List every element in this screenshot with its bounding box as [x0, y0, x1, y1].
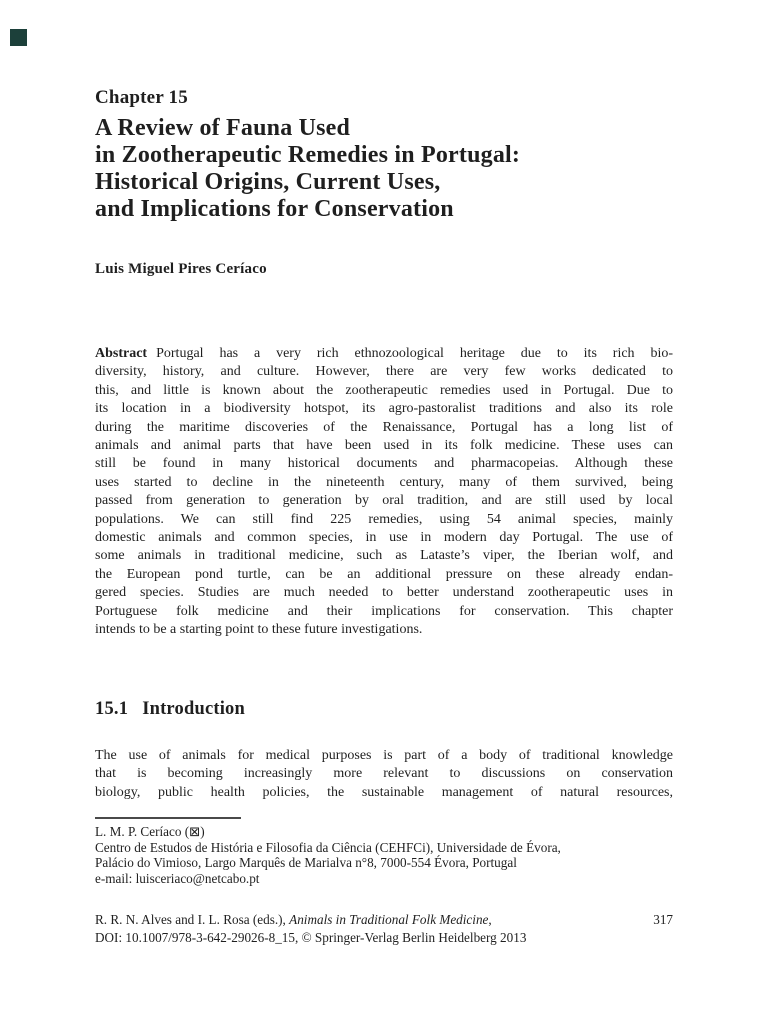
intro-line: The use of animals for medical purposes is part of a body of traditional knowledge	[95, 748, 673, 763]
intro-line: that is becoming increasingly more relevant to discussions on conservation	[95, 766, 673, 782]
section-heading	[95, 699, 673, 720]
title-line: A Review of Fauna Used	[95, 115, 351, 141]
abstract-line: populations. We can still find 225 remedies, using 54 animal species, mainly	[95, 511, 673, 527]
abstract-line: passed from generation to generation by oral tradition, and are still used by local	[95, 493, 673, 509]
footnote	[95, 824, 673, 887]
footnote-divider	[95, 817, 241, 819]
page-number: 317	[653, 912, 673, 927]
envelope-icon: ⊠	[189, 824, 201, 839]
abstract-line: domestic animals and common species, in use in modern day Portugal. The use of	[95, 530, 673, 546]
section-number: 15.1	[95, 699, 129, 719]
intro-paragraph	[95, 747, 673, 802]
abstract-label: Abstract	[95, 346, 148, 361]
abstract-line: Abstract Portugal has a very rich ethnozoological heritage due to its rich bio-	[95, 346, 673, 361]
title-line: in Zootherapeutic Remedies in Portugal:	[95, 142, 521, 168]
abstract-line: Portuguese folk medicine and their implications for conservation. This chapter	[95, 603, 673, 619]
citation-title: Animals in Traditional Folk Medicine	[289, 912, 489, 927]
author-name: Luis Miguel Pires Ceríaco	[95, 261, 267, 277]
page-footer	[95, 911, 673, 946]
title-line: and Implications for Conservation	[95, 196, 454, 222]
abstract-line: intends to be a starting point to these future investigations.	[95, 622, 423, 638]
affiliation-line: Centro de Estudos de História e Filosofia da Ciência (CEHFCi), Universidade de Évora,	[95, 839, 561, 855]
abstract-line: the European pond turtle, can be an additional pressure on these already endan-	[95, 566, 673, 582]
abstract-line: during the maritime discoveries of the Renaissance, Portugal has a long list of	[95, 419, 673, 435]
abstract-line: diversity, history, and culture. However, there are very few works dedicated to	[95, 364, 673, 380]
affiliation-line: Palácio do Vimioso, Largo Marquês de Marialva n°8, 7000-554 Évora, Portugal	[95, 855, 517, 871]
chapter-label: Chapter 15	[95, 87, 188, 108]
email-line: e-mail: luisceriaco@netcabo.pt	[95, 871, 260, 887]
abstract-line: this, and little is known about the zootherapeutic remedies used in Portugal. Due to	[95, 382, 673, 398]
abstract-line: some animals in traditional medicine, such as Lataste’s viper, the Iberian wolf, and	[95, 548, 673, 564]
chapter-title	[95, 115, 673, 223]
abstract-paragraph	[95, 345, 673, 640]
abstract-line: its location in a biodiversity hotspot, its agro-pastoralist traditions and also its role	[95, 401, 673, 417]
section-title: Introduction	[142, 699, 245, 719]
abstract-line: still be found in many historical documents and pharmacopeias. Although these	[95, 456, 673, 472]
abstract-line: animals and animal parts that have been used in its folk medicine. These uses can	[95, 438, 673, 454]
corner-mark	[10, 29, 27, 46]
book-citation: R. R. N. Alves and I. L. Rosa (eds.), Animals in Traditional Folk Medicine,	[95, 912, 492, 927]
title-line: Historical Origins, Current Uses,	[95, 169, 441, 195]
abstract-line: uses started to decline in the nineteenth century, many of them survived, being	[95, 474, 673, 490]
abstract-line: gered species. Studies are much needed to better understand zootherapeutic uses in	[95, 585, 673, 601]
chapter-header	[95, 84, 673, 223]
citation-row	[95, 911, 673, 929]
doi-line: DOI: 10.1007/978-3-642-29026-8_15, © Springer-Verlag Berlin Heidelberg 2013	[95, 929, 527, 945]
intro-line: biology, public health policies, the sustainable management of natural resources,	[95, 784, 673, 800]
corresponding-author-line: L. M. P. Ceríaco (⊠)	[95, 824, 205, 839]
